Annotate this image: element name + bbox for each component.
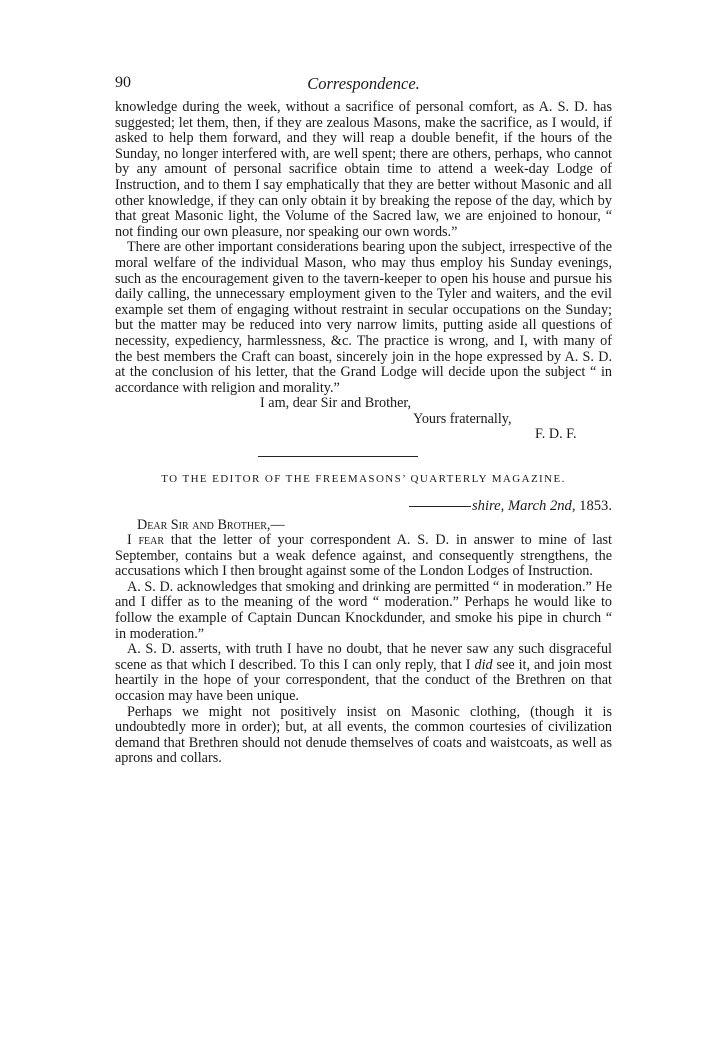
paragraph-3-emphasis: did (474, 656, 493, 673)
letter-one-signoff (115, 396, 612, 443)
running-title: Correspondence. (307, 74, 420, 93)
section-divider (258, 456, 418, 457)
paragraph-3-before: A. S. D. asserts, with truth I have no doubt, that he never saw any such disgraceful scene as that which I described. To this I can only reply, that I (115, 641, 612, 673)
letter-two-paragraph-2: A. S. D. acknowledges that smoking and drinking are permitted “ in moderation.” He and I differ as to the meaning of the word “ moderation.” Perhaps he would like to follow the example of Captain Duncan Knockdunder, and smoke his pipe in church “ in moderation.” (115, 578, 612, 642)
dateline-year: 1853. (579, 498, 612, 515)
letter-one-signature: F. D. F. (535, 426, 577, 443)
paragraph-lead-words: I fear (127, 532, 165, 549)
dateline-dash (409, 506, 471, 507)
letter-two-paragraph-4: Perhaps we might not positively insist on Masonic clothing, (though it is undoubtedly more in order); but, at all events, the common courtesies of civilization demand that Brethren should not denude themselves of coats and waistcoats, as well as aprons and collars. (115, 703, 612, 767)
running-head (115, 74, 612, 100)
letter-two-paragraph-3 (115, 642, 612, 704)
letter-two-heading: TO THE EDITOR OF THE FREEMASONS’ QUARTERLY MAGAZINE. (161, 473, 566, 486)
page-number: 90 (115, 74, 131, 91)
letter-one-closing: I am, dear Sir and Brother, (260, 395, 412, 412)
page (115, 74, 612, 767)
paragraph-1-rest: that the letter of your correspondent A. S. D. in answer to mine of last September, contains but a weak defence against, and consequently strengthens, the accusations which I then brought against some of the London Lodges of Instruction. (115, 532, 612, 580)
letter-one-valediction: Yours fraternally, (413, 410, 512, 427)
letter-two-salutation: Dear Sir and Brother,— (137, 517, 285, 534)
paragraph-3-after: see it, and join most heartily in the hope of your correspondent, that the conduct of the Brethren on that occasion may have been unique. (115, 656, 612, 704)
letter-one-paragraph-2: There are other important considerations bearing upon the subject, irrespective of the moral welfare of the individual Mason, who may thus employ his Sunday evenings, such as the encouragement given to the tavern-keeper to open his house and pursue his daily calling, the unnecessary employment given to the Tyler and waiters, and the evil example set them of engaging without restraint in secular occupations on the Sunday; but the matter may be reduced into very narrow limits, putting aside all questions of necessity, expediency, harmlessness, &c. The practice is wrong, and I, with many of the best members the Craft can boast, sincerely join in the hope expressed by A. S. D. at the conclusion of his letter, that the Grand Lodge will decide upon the subject “ in accordance with religion and morality.” (115, 239, 612, 396)
letter-two-paragraph-1 (115, 533, 612, 580)
letter-two-dateline (115, 498, 612, 514)
dateline-place: shire, March 2nd, (472, 498, 576, 515)
letter-one-paragraph-1: knowledge during the week, without a sacrifice of personal comfort, as A. S. D. has suggested; let them, then, if they are zealous Masons, make the sacrifice, as I would, if asked to help them forward, and they will reap a double benefit, if the hours of the Sunday, no longer interfered with, are well spent; there are others, perhaps, who cannot by any amount of personal sacrifice obtain time to attend a week-day Lodge of Instruction, and to them I say emphatically that they are better without Masonic and all other knowledge, if they can only obtain it by breaking the repose of the day, which by that great Masonic light, the Volume of the Sacred law, we are enjoined to honour, “ not finding our own pleasure, nor speaking our own words.” (115, 99, 612, 240)
